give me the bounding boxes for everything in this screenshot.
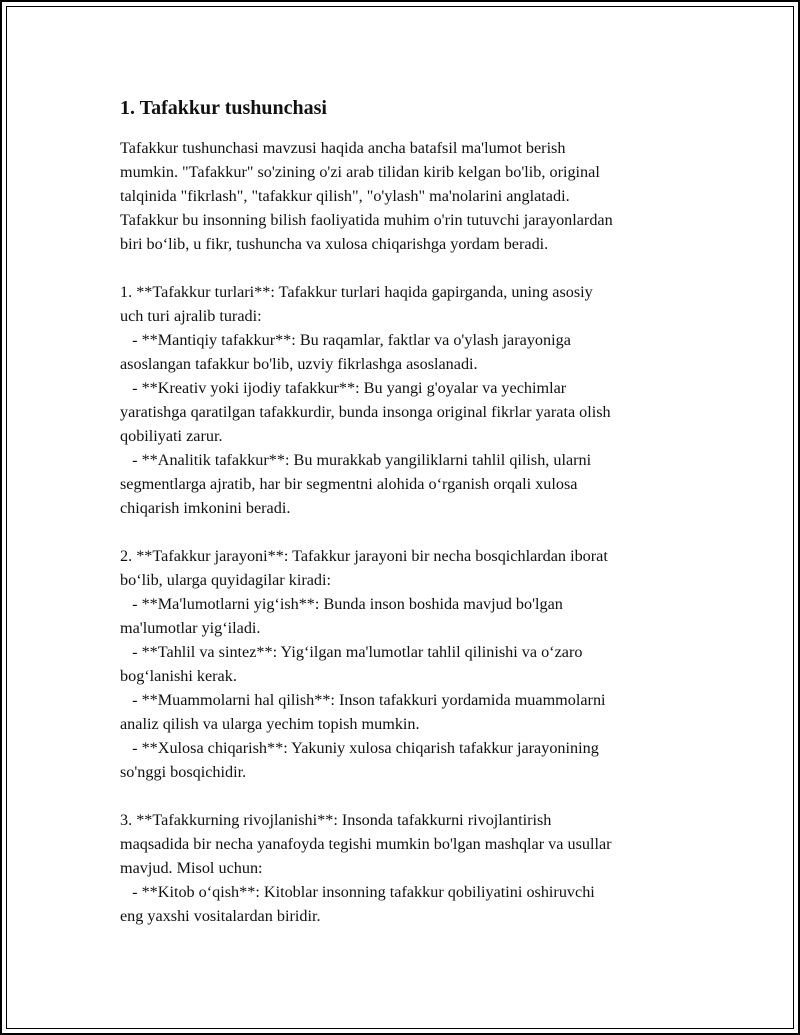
text-line: so'nggi bosqichidir.: [120, 763, 247, 781]
text-line: - **Ma'lumotlarni yig‘ish**: Bunda inson boshida mavjud bo'lgan: [120, 595, 563, 613]
text-line: mumkin. "Tafakkur" so'zining o'zi arab tilidan kirib kelgan bo'lib, original: [120, 163, 600, 181]
text-line: talqinida "fikrlash", "tafakkur qilish", "o'ylash" ma'nolarini anglatadi.: [120, 187, 570, 205]
document-body: [120, 95, 690, 928]
paragraph-gap: [120, 520, 690, 544]
text-line: bog‘lanishi kerak.: [120, 667, 237, 685]
text-line: - **Kreativ yoki ijodiy tafakkur**: Bu yangi g'oyalar va yechimlar: [120, 379, 567, 397]
text-line: bo‘lib, ularga quyidagilar kiradi:: [120, 571, 331, 589]
text-line: 1. **Tafakkur turlari**: Tafakkur turlari haqida gapirganda, uning asosiy: [120, 283, 593, 301]
paragraph: [120, 808, 690, 928]
paragraph-container: [120, 136, 690, 928]
text-line: eng yaxshi vositalardan biridir.: [120, 907, 321, 925]
text-line: Tafakkur bu insonning bilish faoliyatida muhim o'rin tutuvchi jarayonlardan: [120, 211, 613, 229]
text-line: - **Analitik tafakkur**: Bu murakkab yangiliklarni tahlil qilish, ularni: [120, 451, 592, 469]
text-line: - **Muammolarni hal qilish**: Inson tafakkuri yordamida muammolarni: [120, 691, 606, 709]
document-title: 1. Tafakkur tushunchasi: [120, 97, 327, 119]
text-line: - **Tahlil va sintez**: Yig‘ilgan ma'lumotlar tahlil qilinishi va o‘zaro: [120, 643, 583, 661]
text-line: 3. **Tafakkurning rivojlanishi**: Insonda tafakkurni rivojlantirish: [120, 811, 552, 829]
text-line: - **Xulosa chiqarish**: Yakuniy xulosa chiqarish tafakkur jarayonining: [120, 739, 599, 757]
text-line: mavjud. Misol uchun:: [120, 859, 263, 877]
text-line: yaratishga qaratilgan tafakkurdir, bunda insonga original fikrlar yarata olish: [120, 403, 611, 421]
text-line: ma'lumotlar yig‘iladi.: [120, 619, 261, 637]
text-line: maqsadida bir necha yanafoyda tegishi mumkin bo'lgan mashqlar va usullar: [120, 835, 612, 853]
paragraph: [120, 136, 690, 256]
paragraph: [120, 280, 690, 520]
paragraph: [120, 544, 690, 784]
text-line: segmentlarga ajratib, har bir segmentni alohida o‘rganish orqali xulosa: [120, 475, 578, 493]
paragraph-gap: [120, 784, 690, 808]
text-line: analiz qilish va ularga yechim topish mumkin.: [120, 715, 420, 733]
text-line: 2. **Tafakkur jarayoni**: Tafakkur jarayoni bir necha bosqichlardan iborat: [120, 547, 608, 565]
text-line: - **Kitob o‘qish**: Kitoblar insonning tafakkur qobiliyatini oshiruvchi: [120, 883, 595, 901]
text-line: chiqarish imkonini beradi.: [120, 499, 291, 517]
text-line: uch turi ajralib turadi:: [120, 307, 262, 325]
text-line: - **Mantiqiy tafakkur**: Bu raqamlar, faktlar va o'ylash jarayoniga: [120, 331, 571, 349]
paragraph-gap: [120, 256, 690, 280]
text-line: biri bo‘lib, u fikr, tushuncha va xulosa chiqarishga yordam beradi.: [120, 235, 549, 253]
text-line: asoslangan tafakkur bo'lib, uzviy fikrlashga asoslanadi.: [120, 355, 478, 373]
text-line: Tafakkur tushunchasi mavzusi haqida ancha batafsil ma'lumot berish: [120, 139, 566, 157]
text-line: qobiliyati zarur.: [120, 427, 223, 445]
